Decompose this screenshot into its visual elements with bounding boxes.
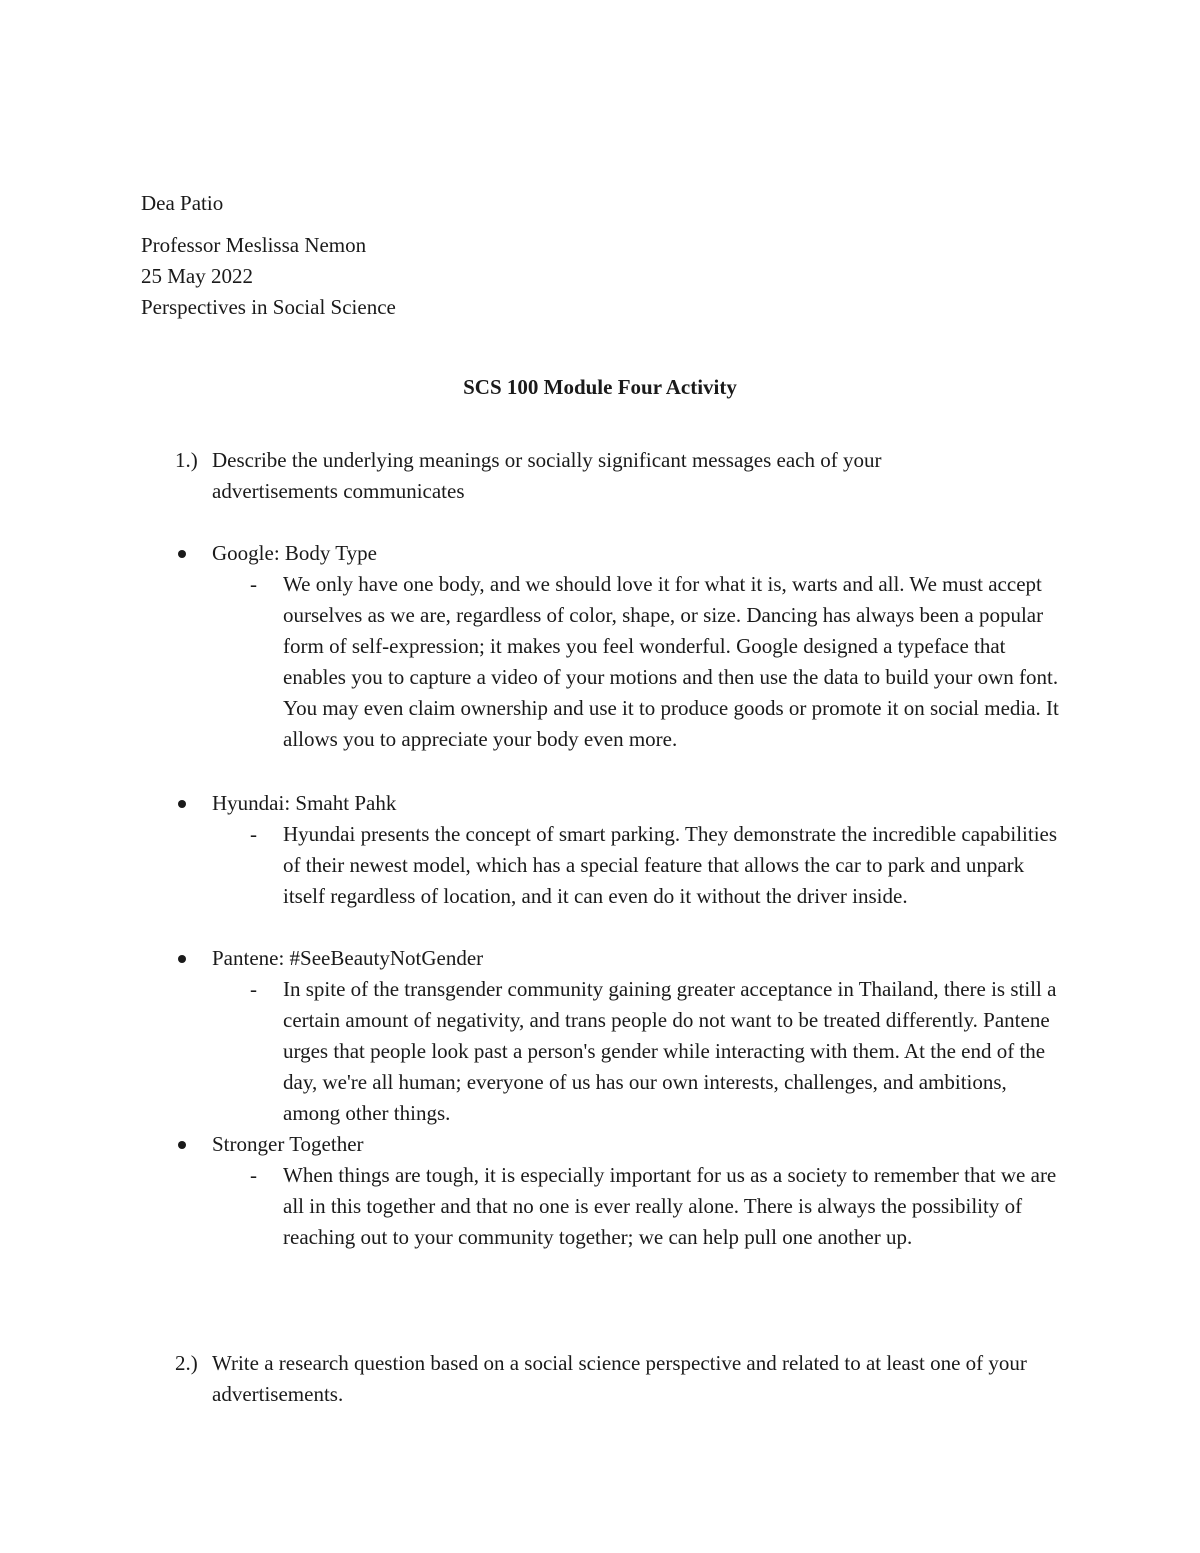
item-google-label: Google: Body Type: [212, 541, 377, 565]
author-name: Dea Patio: [141, 191, 224, 215]
bullet-icon: [178, 1141, 186, 1149]
course-name: Perspectives in Social Science: [141, 295, 396, 319]
bullet-icon: [178, 550, 186, 558]
item-hyundai-label: Hyundai: Smaht Pahk: [212, 791, 397, 815]
page-title: SCS 100 Module Four Activity: [463, 375, 737, 399]
item-stronger-detail: When things are tough, it is especially important for us as a society to remember that we are all in this together and that no one is ever really alone. There is always the possibility of reaching out to your community together; we can help pull one another up.: [283, 1163, 1057, 1249]
dash-icon: -: [250, 1163, 257, 1187]
question-1-number: 1.): [175, 448, 198, 472]
item-google-detail: We only have one body, and we should love it for what it is, warts and all. We must accept ourselves as we are, regardless of color, shape, or size. Dancing has always been a popular form of self-expression; it makes you feel wonderful. Google designed a typeface that enables you to capture a video of your motions and then use the data to build your own font. You may even claim ownership and use it to produce goods or promote it on social media. It allows you to appreciate your body even more.: [283, 572, 1059, 751]
item-stronger-label: Stronger Together: [212, 1132, 364, 1156]
bullet-icon: [178, 800, 186, 808]
bullet-icon: [178, 955, 186, 963]
question-2-number: 2.): [175, 1351, 198, 1375]
dash-icon: -: [250, 822, 257, 846]
item-hyundai-detail: Hyundai presents the concept of smart parking. They demonstrate the incredible capabilities of their newest model, which has a special feature that allows the car to park and unpark itself regardless of location, and it can even do it without the driver inside.: [283, 822, 1058, 908]
question-1-text: Describe the underlying meanings or socially significant messages each of your advertisements communicates: [212, 448, 882, 503]
professor-name: Professor Meslissa Nemon: [141, 233, 367, 257]
dash-icon: -: [250, 572, 257, 596]
item-pantene-detail: In spite of the transgender community gaining greater acceptance in Thailand, there is still a certain amount of negativity, and trans people do not want to be treated differently. Pantene urges that people look past a person's gender while interacting with them. At the end of the day, we're all human; everyone of us has our own interests, challenges, and ambitions, among other things.: [283, 977, 1057, 1125]
dash-icon: -: [250, 977, 257, 1001]
item-pantene-label: Pantene: #SeeBeautyNotGender: [212, 946, 484, 970]
date: 25 May 2022: [141, 264, 253, 288]
question-2-text: Write a research question based on a social science perspective and related to at least one of your advertisements.: [212, 1351, 1027, 1406]
